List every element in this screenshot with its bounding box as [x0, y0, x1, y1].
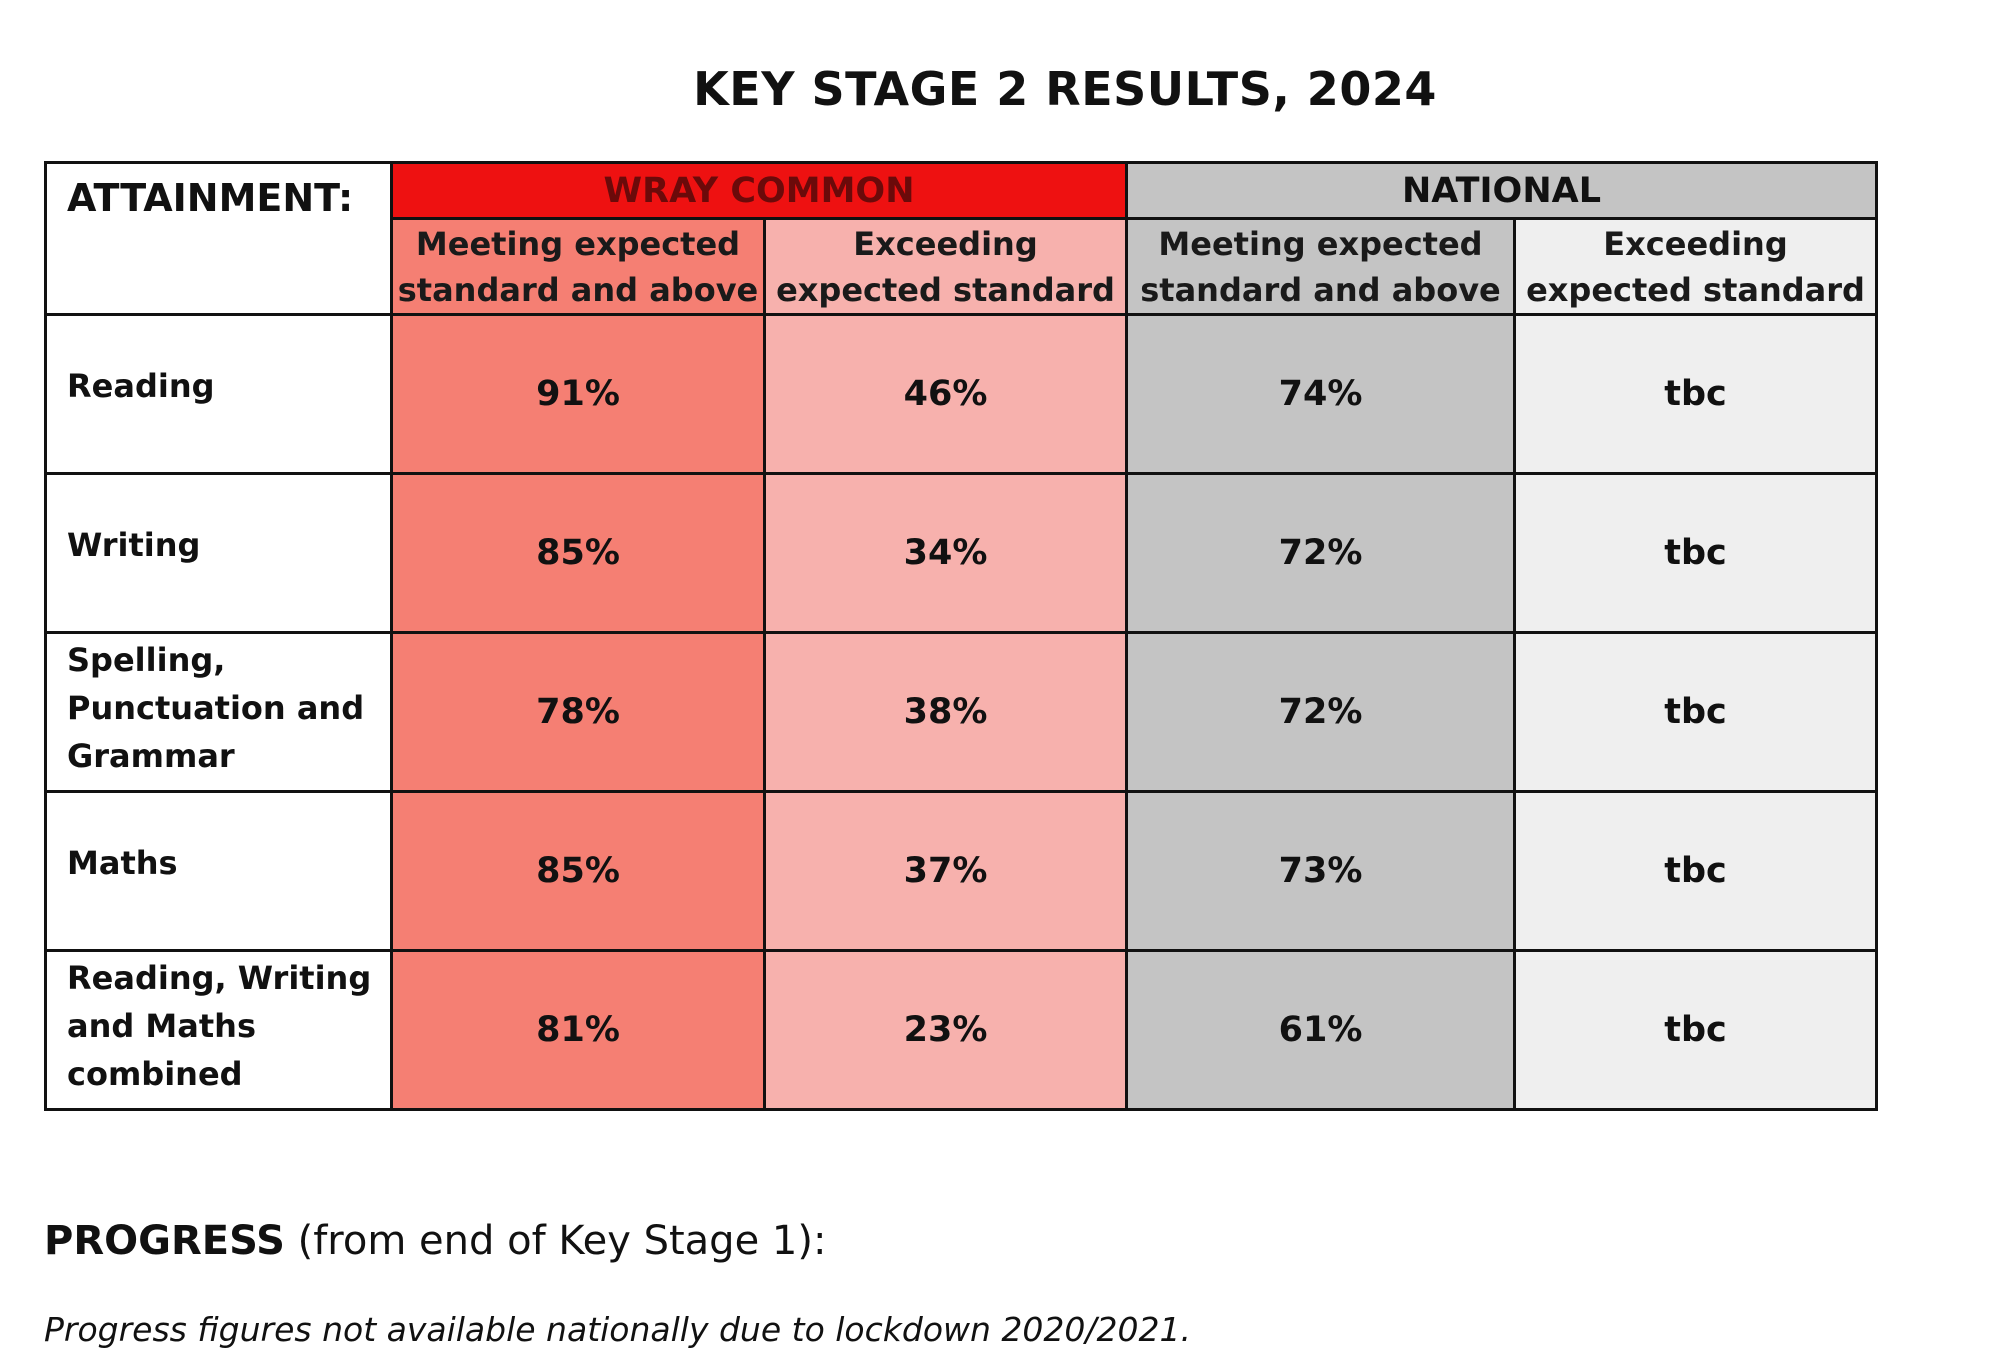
wray-meeting-value: 78% [392, 633, 765, 792]
progress-note: Progress figures not available nationally due to lockdown 2020/2021. [44, 1310, 1191, 1349]
table-row [46, 315, 1877, 474]
national-meeting-value: 74% [1127, 315, 1515, 474]
wray-common-header: WRAY COMMON [392, 163, 1127, 219]
wray-exceeding-header: Exceeding expected standard [765, 219, 1127, 315]
wray-meeting-value: 81% [392, 951, 765, 1110]
national-header: NATIONAL [1127, 163, 1877, 219]
table-row [46, 474, 1877, 633]
progress-heading-bold: PROGRESS [44, 1218, 285, 1264]
national-exceeding-header: Exceeding expected standard [1515, 219, 1877, 315]
wray-exceeding-value: 34% [765, 474, 1127, 633]
table-row [46, 792, 1877, 951]
progress-heading-rest: (from end of Key Stage 1): [284, 1218, 827, 1264]
group-header-row [46, 163, 1877, 219]
wray-exceeding-value: 38% [765, 633, 1127, 792]
subject-label: Spelling, Punctuation and Grammar [46, 633, 392, 792]
national-meeting-header: Meeting expected standard and above [1127, 219, 1515, 315]
wray-meeting-value: 91% [392, 315, 765, 474]
progress-heading [44, 1218, 826, 1264]
national-exceeding-value: tbc [1515, 474, 1877, 633]
wray-exceeding-value: 46% [765, 315, 1127, 474]
subject-label: Reading [46, 315, 392, 474]
subject-label: Maths [46, 792, 392, 951]
table-row [46, 951, 1877, 1110]
national-exceeding-value: tbc [1515, 951, 1877, 1110]
national-exceeding-value: tbc [1515, 792, 1877, 951]
results-table [44, 161, 1878, 1111]
wray-exceeding-value: 23% [765, 951, 1127, 1110]
page-title: KEY STAGE 2 RESULTS, 2024 [693, 62, 1437, 116]
national-meeting-value: 61% [1127, 951, 1515, 1110]
national-meeting-value: 72% [1127, 474, 1515, 633]
attainment-label: ATTAINMENT: [46, 163, 392, 315]
national-exceeding-value: tbc [1515, 315, 1877, 474]
wray-meeting-value: 85% [392, 792, 765, 951]
national-exceeding-value: tbc [1515, 633, 1877, 792]
subject-label: Writing [46, 474, 392, 633]
national-meeting-value: 73% [1127, 792, 1515, 951]
wray-exceeding-value: 37% [765, 792, 1127, 951]
national-meeting-value: 72% [1127, 633, 1515, 792]
wray-meeting-header: Meeting expected standard and above [392, 219, 765, 315]
subject-label: Reading, Writing and Maths combined [46, 951, 392, 1110]
wray-meeting-value: 85% [392, 474, 765, 633]
table-row [46, 633, 1877, 792]
